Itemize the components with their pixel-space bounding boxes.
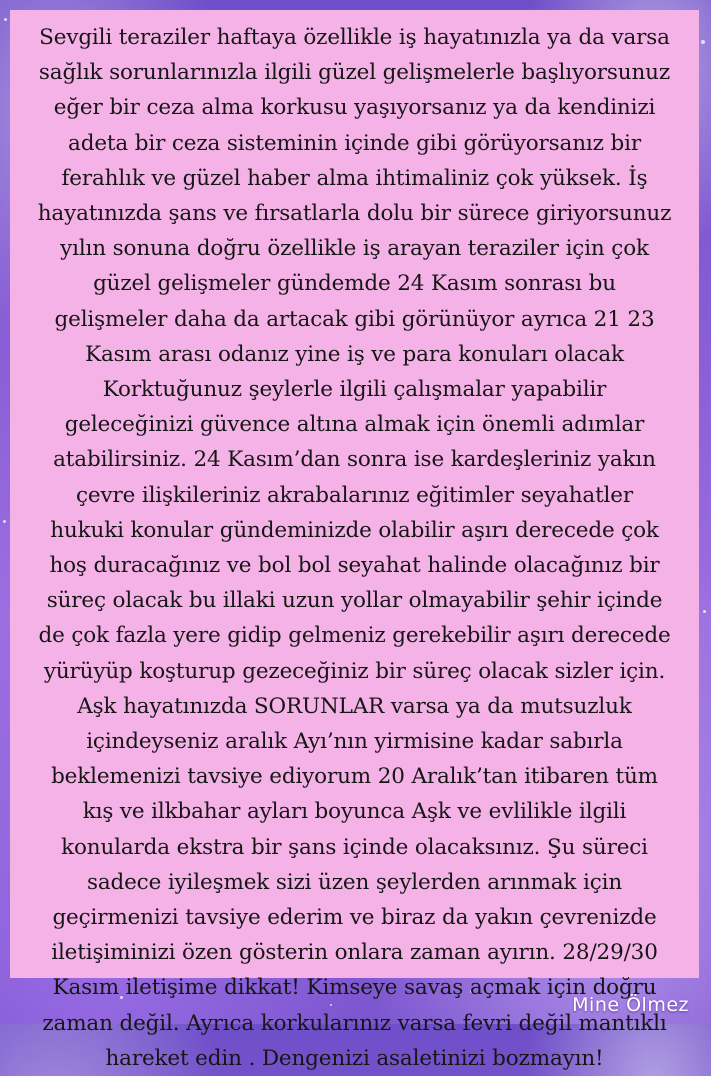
text-line: güzel gelişmeler gündemde 24 Kasım sonrası bu bbox=[93, 271, 616, 297]
text-line: hayatınızda şans ve fırsatlarla dolu bir sürece giriyorsunuz bbox=[37, 201, 672, 227]
text-line: ferahlık ve güzel haber alma ihtimaliniz çok yüksek. İş bbox=[61, 165, 648, 191]
sparkle-decoration bbox=[703, 610, 706, 613]
text-line: Korktuğunuz şeylerle ilgili çalışmalar yapabilir bbox=[102, 377, 607, 403]
text-line: içindeyseniz aralık Ayı’nın yirmisine kadar sabırla bbox=[86, 729, 623, 755]
author-signature: Mine Ölmez bbox=[572, 994, 689, 1016]
text-line: de çok fazla yere gidip gelmeniz gerekebilir aşırı derecede bbox=[38, 623, 671, 649]
text-line: süreç olacak bu illaki uzun yollar olmayabilir şehir içinde bbox=[46, 588, 663, 614]
text-line: zaman değil. Ayrıca korkularınız varsa fevri değil mantıklı bbox=[42, 1010, 667, 1036]
text-line: Aşk hayatınızda SORUNLAR varsa ya da mutsuzluk bbox=[77, 693, 632, 719]
text-line: eğer bir ceza alma korkusu yaşıyorsanız ya da kendinizi bbox=[53, 95, 656, 121]
sparkle-decoration bbox=[701, 40, 705, 44]
text-line: kış ve ilkbahar ayları boyunca Aşk ve evlilikle ilgili bbox=[82, 799, 627, 825]
text-line: adeta bir ceza sisteminin içinde gibi görüyorsanız bir bbox=[68, 130, 641, 156]
horoscope-text bbox=[18, 20, 691, 1076]
text-line: gelişmeler daha da artacak gibi görünüyor ayrıca 21 23 bbox=[54, 306, 655, 332]
text-line: beklemenizi tavsiye ediyorum 20 Aralık’tan itibaren tüm bbox=[51, 764, 658, 790]
text-line: sağlık sorunlarınızla ilgili güzel gelişmelerle başlıyorsunuz bbox=[38, 60, 671, 86]
text-line: atabilirsiniz. 24 Kasım’dan sonra ise kardeşleriniz yakın bbox=[53, 447, 656, 473]
sparkle-decoration bbox=[4, 18, 7, 21]
text-line: yürüyüp koşturup gezeceğiniz bir süreç olacak sizler için. bbox=[43, 658, 666, 684]
text-line: Sevgili teraziler haftaya özellikle iş hayatınızla ya da varsa bbox=[39, 25, 670, 50]
sparkle-decoration bbox=[3, 520, 6, 523]
text-line: iletişiminizi özen gösterin onlara zaman ayırın. 28/29/30 bbox=[51, 940, 658, 966]
text-line: hareket edin . Dengenizi asaletinizi bozmayın! bbox=[105, 1045, 604, 1071]
text-line: konularda ekstra bir şans içinde olacaksınız. Şu süreci bbox=[61, 834, 648, 860]
text-line: geleceğinizi güvence altına almak için önemli adımlar bbox=[64, 412, 645, 438]
text-line: geçirmenizi tavsiye ederim ve biraz da yakın çevrenizde bbox=[52, 905, 657, 931]
text-line: sadece iyileşmek sizi üzen şeylerden arınmak için bbox=[86, 869, 623, 895]
text-line: yılın sonuna doğru özellikle iş arayan teraziler için çok bbox=[60, 236, 649, 262]
text-line: çevre ilişkileriniz akrabalarınız eğitimler seyahatler bbox=[76, 482, 633, 508]
text-line: hukuki konular gündeminizde olabilir aşırı derecede çok bbox=[50, 517, 659, 543]
text-line: Kasım arası odanız yine iş ve para konuları olacak bbox=[85, 341, 624, 367]
text-line: hoş duracağınız ve bol bol seyahat halinde olacağınız bir bbox=[49, 553, 660, 579]
text-line: Kasım iletişime dikkat! Kimseye savaş açmak için doğru bbox=[52, 975, 657, 1001]
